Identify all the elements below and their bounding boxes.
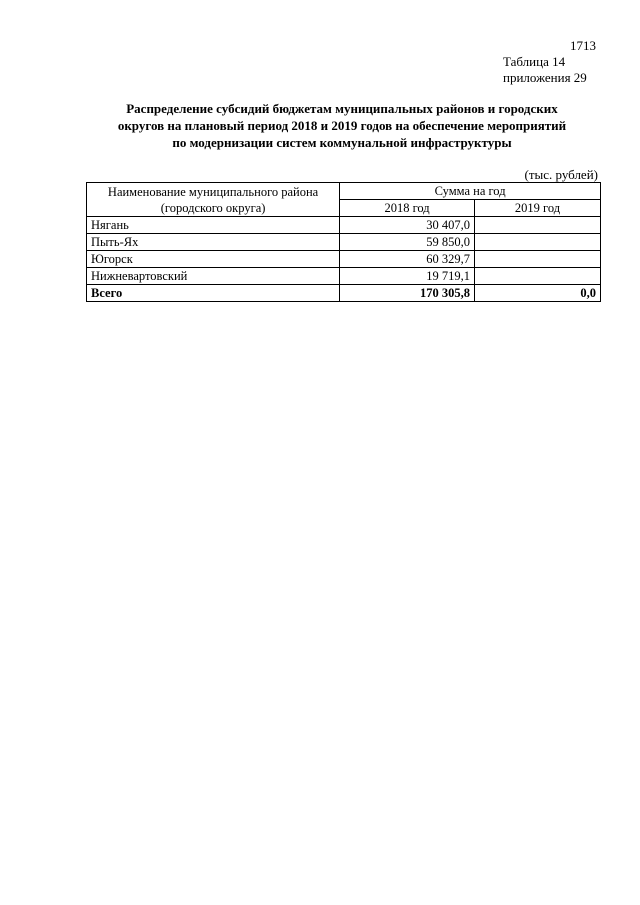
column-header-name-line-2: (городского округа) bbox=[160, 200, 266, 215]
table-row bbox=[87, 217, 601, 234]
table-row bbox=[87, 268, 601, 285]
column-header-2019: 2019 год bbox=[474, 200, 600, 217]
document-title bbox=[90, 100, 594, 151]
total-label: Всего bbox=[87, 285, 340, 302]
column-header-2018: 2018 год bbox=[340, 200, 475, 217]
appendix-reference bbox=[503, 54, 587, 86]
row-value-2019 bbox=[474, 251, 600, 268]
column-header-name-line-1: Наименование муниципального района bbox=[107, 184, 319, 199]
table-header-row bbox=[87, 183, 601, 200]
page-number: 1713 bbox=[570, 38, 596, 53]
row-value-2018: 59 850,0 bbox=[340, 234, 475, 251]
appendix-annex-label: приложения 29 bbox=[503, 70, 587, 85]
total-value-2019: 0,0 bbox=[474, 285, 600, 302]
appendix-table-label: Таблица 14 bbox=[503, 54, 566, 69]
row-value-2018: 19 719,1 bbox=[340, 268, 475, 285]
title-line-2: округов на плановый период 2018 и 2019 годов на обеспечение мероприятий bbox=[117, 118, 567, 133]
row-value-2019 bbox=[474, 234, 600, 251]
row-value-2019 bbox=[474, 217, 600, 234]
units-label: (тыс. рублей) bbox=[524, 167, 598, 182]
row-value-2018: 30 407,0 bbox=[340, 217, 475, 234]
table-total-row bbox=[87, 285, 601, 302]
title-line-1: Распределение субсидий бюджетам муниципальных районов и городских bbox=[126, 101, 558, 116]
table-row bbox=[87, 234, 601, 251]
row-name: Пыть-Ях bbox=[87, 234, 340, 251]
row-name: Нягань bbox=[87, 217, 340, 234]
row-value-2019 bbox=[474, 268, 600, 285]
row-name: Нижневартовский bbox=[87, 268, 340, 285]
row-value-2018: 60 329,7 bbox=[340, 251, 475, 268]
title-line-3: по модернизации систем коммунальной инфраструктуры bbox=[172, 135, 512, 150]
row-name: Югорск bbox=[87, 251, 340, 268]
column-header-name bbox=[87, 183, 340, 217]
table-row bbox=[87, 251, 601, 268]
column-header-sum: Сумма на год bbox=[340, 183, 601, 200]
subsidy-table bbox=[86, 182, 601, 302]
total-value-2018: 170 305,8 bbox=[340, 285, 475, 302]
